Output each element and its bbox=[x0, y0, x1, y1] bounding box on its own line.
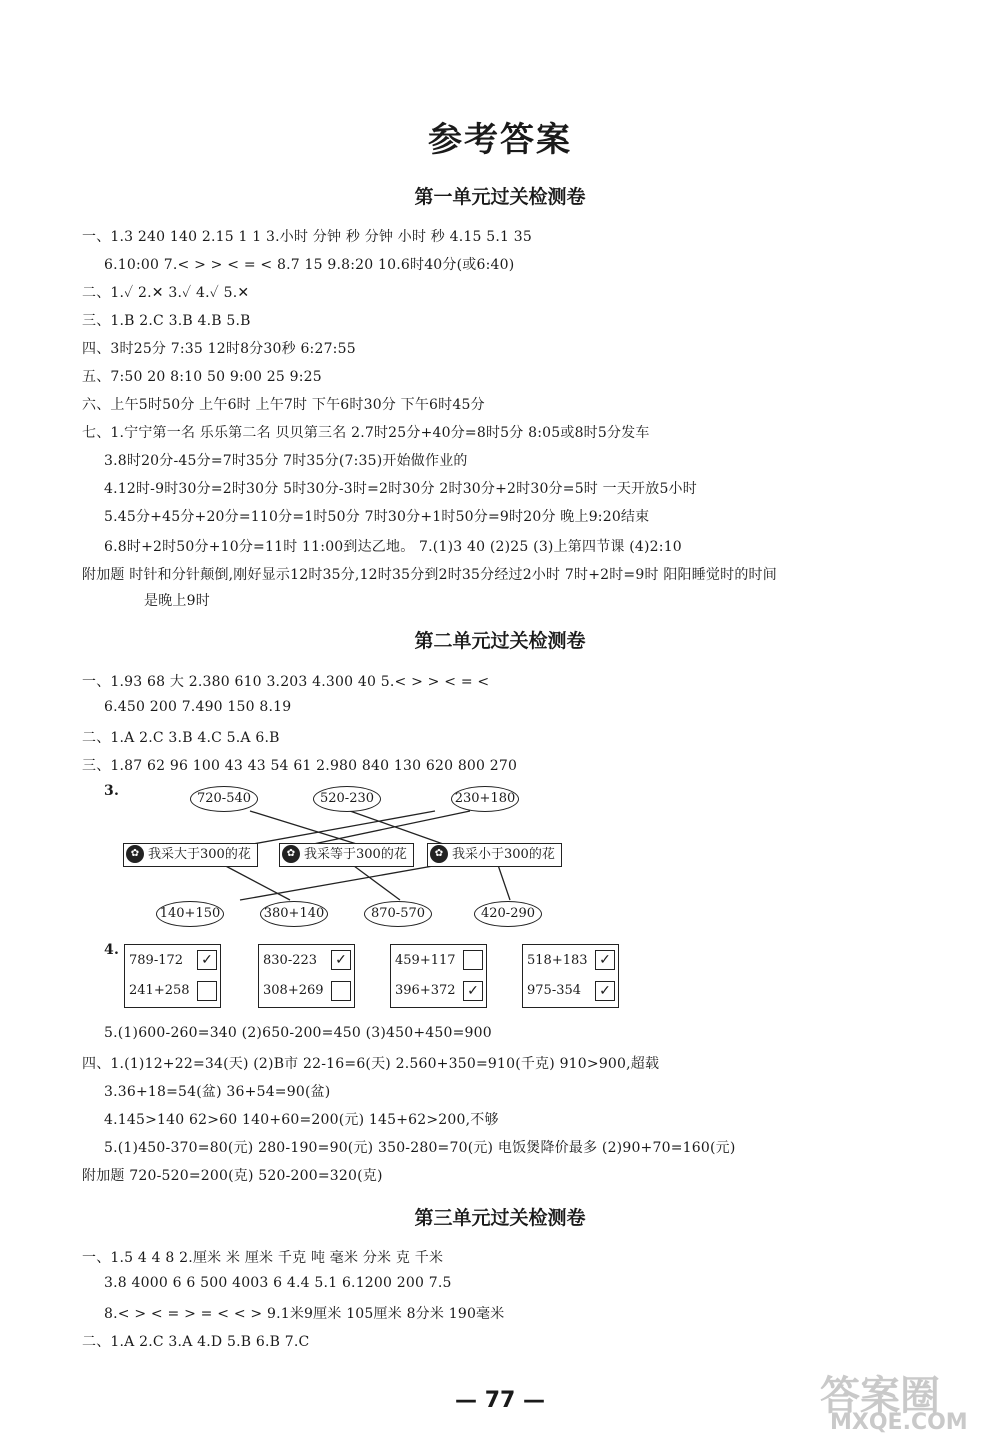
answer-line: 3.36+18=54(盆) 36+54=90(盆) bbox=[104, 1084, 331, 1100]
q3-label: 3. bbox=[104, 783, 120, 799]
empty-box-icon bbox=[197, 981, 217, 1001]
check-box-group-2 bbox=[258, 944, 355, 1008]
answer-line: 5.(1)600-260=340 (2)650-200=450 (3)450+450=900 bbox=[104, 1025, 492, 1041]
flower-label: 我采等于300的花 bbox=[304, 847, 407, 862]
answer-line: 二、1.✓ 2.✕ 3.✓ 4.✓ 5.✕ bbox=[82, 285, 250, 301]
answer-line: 一、1.3 240 140 2.15 1 1 3.小时 分钟 秒 分钟 小时 秒 4.15 5.1 35 bbox=[82, 229, 533, 245]
answer-line: 6.8时+2时50分+10分=11时 11:00到达乙地。 7.(1)3 40 (2)25 (3)上第四节课 (4)2:10 bbox=[104, 539, 682, 555]
oval-720-540: 720-540 bbox=[190, 786, 258, 812]
answer-line: 6.10:00 7.< > > < = < 8.7 15 9.8:20 10.6时40分(或6:40) bbox=[104, 257, 515, 273]
answer-line: 8.< > < = > = < < > 9.1米9厘米 105厘米 8分米 190毫米 bbox=[104, 1306, 505, 1322]
expression: 396+372 bbox=[395, 983, 456, 998]
check-icon: ✓ bbox=[595, 950, 615, 970]
answer-line: 三、1.87 62 96 100 43 43 54 61 2.980 840 130 620 800 270 bbox=[82, 758, 518, 774]
answer-line: 四、1.(1)12+22=34(天) (2)B市 22-16=6(天) 2.560+350=910(千克) 910>900,超载 bbox=[82, 1056, 660, 1072]
expression: 518+183 bbox=[527, 953, 588, 968]
answer-line: 是晚上9时 bbox=[144, 593, 210, 609]
oval-870-570: 870-570 bbox=[364, 901, 432, 927]
answer-line: 五、7:50 20 8:10 50 9:00 25 9:25 bbox=[82, 369, 322, 385]
answer-line: 一、1.5 4 4 8 2.厘米 米 厘米 千克 吨 毫米 分米 克 千米 bbox=[82, 1250, 444, 1266]
answer-line: 六、上午5时50分 上午6时 上午7时 下午6时30分 下午6时45分 bbox=[82, 397, 485, 413]
answer-line: 三、1.B 2.C 3.B 4.B 5.B bbox=[82, 313, 251, 329]
page-title: 参考答案 bbox=[428, 120, 572, 160]
check-box-group-4 bbox=[522, 944, 619, 1008]
flower-bee-3 bbox=[427, 843, 562, 867]
expression: 975-354 bbox=[527, 983, 582, 998]
expression: 308+269 bbox=[263, 983, 324, 998]
bee-icon: ✿ bbox=[126, 845, 144, 863]
watermark-url: MXQE.COM bbox=[830, 1410, 968, 1435]
section-heading-1: 第一单元过关检测卷 bbox=[414, 186, 586, 208]
check-icon: ✓ bbox=[595, 981, 615, 1001]
answer-line: 附加题 时针和分针颠倒,刚好显示12时35分,12时35分到2时35分经过2小时 7时+2时=9时 阳阳睡觉时的时间 bbox=[82, 567, 777, 583]
flower-bee-2 bbox=[279, 843, 414, 867]
answer-line: 四、3时25分 7:35 12时8分30秒 6:27:55 bbox=[82, 341, 356, 357]
oval-420-290: 420-290 bbox=[474, 901, 542, 927]
q4-label: 4. bbox=[104, 942, 120, 958]
expression: 459+117 bbox=[395, 953, 456, 968]
oval-380+140: 380+140 bbox=[260, 901, 328, 927]
empty-box-icon bbox=[463, 950, 483, 970]
answer-line: 3.8时20分-45分=7时35分 7时35分(7:35)开始做作业的 bbox=[104, 453, 468, 469]
oval-230+180: 230+180 bbox=[451, 786, 519, 812]
oval-520-230: 520-230 bbox=[313, 786, 381, 812]
check-box-group-3 bbox=[390, 944, 487, 1008]
empty-box-icon bbox=[331, 981, 351, 1001]
bee-icon: ✿ bbox=[430, 845, 448, 863]
check-icon: ✓ bbox=[331, 950, 351, 970]
answer-line: 二、1.A 2.C 3.B 4.C 5.A 6.B bbox=[82, 730, 280, 746]
answer-line: 6.450 200 7.490 150 8.19 bbox=[104, 699, 292, 715]
flower-label: 我采小于300的花 bbox=[452, 847, 555, 862]
answer-line: 一、1.93 68 大 2.380 610 3.203 4.300 40 5.< > > < = < bbox=[82, 674, 490, 690]
answer-line: 二、1.A 2.C 3.A 4.D 5.B 6.B 7.C bbox=[82, 1334, 310, 1350]
watermark-logo: 答案圈 bbox=[820, 1373, 940, 1419]
check-icon: ✓ bbox=[197, 950, 217, 970]
oval-140+150: 140+150 bbox=[156, 901, 224, 927]
expression: 789-172 bbox=[129, 953, 184, 968]
flower-bee-1 bbox=[123, 843, 258, 867]
section-heading-2: 第二单元过关检测卷 bbox=[414, 630, 586, 652]
answer-line: 4.145>140 62>60 140+60=200(元) 145+62>200,不够 bbox=[104, 1112, 499, 1128]
answer-line: 附加题 720-520=200(克) 520-200=320(克) bbox=[82, 1168, 383, 1184]
expression: 241+258 bbox=[129, 983, 190, 998]
section-heading-3: 第三单元过关检测卷 bbox=[414, 1207, 586, 1229]
flower-label: 我采大于300的花 bbox=[148, 847, 251, 862]
page-number: — 77 — bbox=[455, 1388, 545, 1413]
check-icon: ✓ bbox=[463, 981, 483, 1001]
check-box-group-1 bbox=[124, 944, 221, 1008]
answer-line: 5.45分+45分+20分=110分=1时50分 7时30分+1时50分=9时20分 晚上9:20结束 bbox=[104, 509, 650, 525]
answer-line: 七、1.宁宁第一名 乐乐第二名 贝贝第三名 2.7时25分+40分=8时5分 8:05或8时5分发车 bbox=[82, 425, 650, 441]
bee-icon: ✿ bbox=[282, 845, 300, 863]
expression: 830-223 bbox=[263, 953, 318, 968]
answer-line: 3.8 4000 6 6 500 4003 6 4.4 5.1 6.1200 200 7.5 bbox=[104, 1275, 452, 1291]
answer-line: 4.12时-9时30分=2时30分 5时30分-3时=2时30分 2时30分+2时30分=5时 一天开放5小时 bbox=[104, 481, 697, 497]
answer-line: 5.(1)450-370=80(元) 280-190=90(元) 350-280=70(元) 电饭煲降价最多 (2)90+70=160(元) bbox=[104, 1140, 736, 1156]
